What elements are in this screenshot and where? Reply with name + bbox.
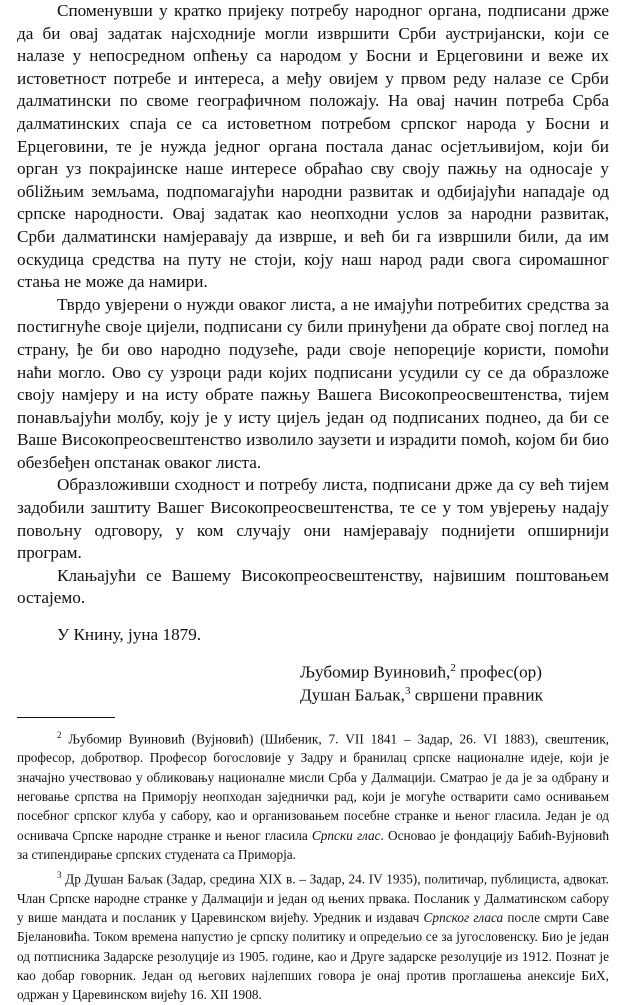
body-paragraph-3: Образложивши сходност и потребу листа, подписани држе да су већ тијем задобили заштиту Вашег Високопреосвештенства, те се у том увјерењу надају повољну одговору, у ком случају они намјеравају поднијети опширнији програм. (17, 475, 609, 563)
footnote-text-end: . Основао је фондацију Бабић-Вујновић за стипендирање српских студената са Приморја. (17, 827, 609, 862)
footnote-3 (17, 866, 609, 1005)
signature-block (17, 657, 609, 703)
body-paragraph-1: Споменувши у кратко пријеку потребу народног органа, подписани држе да би овај задатак најсходније могли извршити Срби аустријански, који се налазе у непосредном опћењу са народом у Босни и Ерцеговини и веже их истоветност потребе и интереса, а међу овијем у првом реду налазе се Срби далматински по своме географичном положају. На овај начин потреба Срба далматинских спаја се са истоветном потребом српског народа у Босни и Ерцеговини, те је нужда једног органа постала данас осјетљивијом, који би орган уз покрајинске наше интересе обраћао сву своју пажњу на односаје у обližњим земљама, подпомагајући народни развитак и одбијајући нападаје од српске народности. Овај задатак као неопходни услов за народни развитак, Срби далматински намјеравају да изврше, и већ би га извршили били, да им оскудица средства на путу не стоји, коју наш народ ради свога сиромашног стања не може да намири. (17, 1, 609, 292)
footnote-ref: 3 (404, 684, 411, 697)
signature-name: Љубомир Вуиновић, (300, 662, 451, 682)
footnote-mark: 3 (57, 870, 62, 881)
footnote-mark: 2 (57, 729, 62, 740)
footnote-ref: 2 (450, 661, 456, 674)
signature-baljak (300, 680, 543, 707)
signature-name: Душан Баљак, (300, 685, 405, 705)
footnote-text: Др Душан Баљак (Задар, средина XIX в. – Задар, 24. IV 1935), политичар, публициста, адвокат. Члан Српске народне странке у Далмацији и један од њених првака. Посланик у Далматинском сабору у више мандата и посланик у Царевинском вијећу. Уредник и издавач (17, 871, 609, 926)
footnote-italic: Српског гласа (423, 910, 504, 926)
footnote-text-end: после смрти Саве Бјелановића. Током времена напустио је српску политику и опредељио се за југословенску. Био је један од потписника Задарске резолуције из 1905. године, као и Друге задарске резолуције из 1912. Познат је као добар говорник. Један од његових најлепших говора је онај против проглашења анексије БиХ, одржан у Царевинском вијећу 16. XII 1908. (17, 910, 609, 1003)
body-paragraph-4: Клањајући се Вашему Високопреосвештенству, највишим поштовањем остајемо. (17, 565, 609, 608)
footnote-text: Љубомир Вуиновић (Вујновић) (Шибеник, 7. VII 1841 – Задар, 26. VI 1883), свештеник, професор, добротвор. Професор богословије у Задру и бранилац српске националне идеје, који је значајно учествовао у обликовању националне мисли Срба у Далмацији. Сматрао је да је за одбрану и неговање српства на Приморју неопходан заједнички рад, који је могуће остварити само оснивањем посебног српског клуба у сабору, као и организовањем посебне странке и њеног гласила. Један је од оснивача Српске народне странке и њеног гласила (17, 731, 609, 843)
signature-title: профес(ор) (455, 662, 542, 682)
footnote-2 (17, 726, 609, 865)
footnote-italic: Српски глас (311, 827, 381, 843)
signature-title: свршени правник (410, 685, 543, 705)
document-page (17, 0, 609, 1005)
footnote-divider (17, 717, 115, 718)
date-line: У Книну, јуна 1879. (57, 625, 202, 645)
body-paragraph-2: Тврдо увјерени о нужди оваког листа, а не имајући потребитих средства за постигнуће своје цијели, подписани су били принуђени да обрате свој поглед на страну, ђе би ово народно подузеће, ради своје непореције користи, помоћи наћи могло. Ово су узроци ради којих подписани усудили су се да образложе своју намјеру и на исту обрате пажњу Вашега Високопреосвештенства, тијем понављајући молбу, коју је у исту цијељ један од подписаних поднео, да би се Ваше Високопреосвештенство изволило заузети и израдити помоћ, којом би био обезбеђен опстанак оваког листа. (17, 294, 609, 472)
